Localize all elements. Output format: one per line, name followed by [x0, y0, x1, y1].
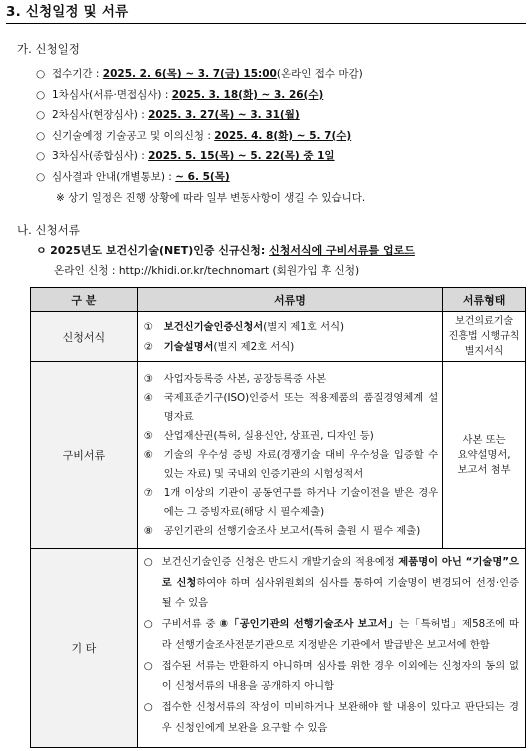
header-doc-name: 서류명	[137, 288, 442, 312]
schedule-date: 2025. 3. 18(화) ~ 3. 26(수)	[171, 88, 324, 101]
schedule-date: 2025. 2. 6(목) ~ 3. 7(금) 15:00	[102, 68, 277, 80]
schedule-date: 2025. 5. 15(목) ~ 5. 22(목) 중 1일	[148, 150, 335, 163]
schedule-label: 1차심사(서류·면접심사) :	[52, 88, 172, 101]
schedule-label: 심사결과 안내(개별통보) :	[52, 170, 176, 183]
schedule-suffix: (온라인 접수 마감)	[276, 68, 363, 80]
list-item: ④ 국제표준기구(ISO)인증서 또는 적용제품의 품질경영체계 설명자료	[143, 391, 439, 423]
header-category: 구 분	[31, 288, 138, 312]
required-type: 사본 또는 요약설명서, 보고서 첨부	[443, 362, 526, 549]
table-row	[31, 362, 526, 549]
bullet-icon: ○	[36, 150, 46, 163]
schedule-date: 2025. 3. 27(목) ~ 3. 31(월)	[148, 109, 300, 122]
documents-heading: 나. 신청서류	[17, 223, 80, 237]
required-docs	[137, 362, 442, 549]
schedule-item	[36, 85, 526, 106]
schedule-item	[36, 167, 526, 188]
schedule-item	[36, 126, 526, 147]
application-type: 보건의료기술 진흥법 시행규칙 별지서식	[443, 312, 526, 362]
section-title: 3. 신청일정 및 서류	[6, 2, 526, 24]
bullet-icon: ○	[36, 129, 46, 142]
note-mark: ※	[56, 191, 65, 204]
documents-table	[30, 287, 526, 748]
list-item: ○ 구비서류 중 ⑧「공인기관의 선행기술조사 보고서」는「특허법」제58조에 따라 선행기술조사전문기관으로 지정받은 기관에서 발급받은 보고서에 한함	[143, 618, 519, 651]
bullet-icon: ○	[36, 68, 46, 80]
table-row	[31, 549, 526, 748]
bullet-icon: ○	[36, 109, 46, 122]
schedule-note	[36, 188, 526, 209]
schedule-label: 3차심사(종합심사) :	[52, 150, 149, 163]
apply-line	[36, 243, 526, 259]
list-item: ⑥ 기술의 우수성 증빙 자료(경쟁기술 대비 우수성을 입증할 수 있는 자료) 및 국내외 인증기관의 시험성적서	[143, 448, 439, 480]
list-item: ① 보건신기술인증신청서(별지 제1호 서식)	[143, 320, 345, 333]
schedule-item	[36, 105, 526, 126]
schedule-item	[36, 64, 526, 85]
schedule-label: 신기술예정 기술공고 및 이의신청 :	[52, 129, 215, 142]
application-docs	[137, 312, 442, 362]
list-item: ○ 접수한 신청서류의 작성이 미비하거나 보완해야 할 내용이 있다고 판단되는 경우 신청인에게 보완을 요구할 수 있음	[143, 701, 519, 734]
schedule-heading: 가. 신청일정	[17, 42, 80, 56]
category-required: 구비서류	[31, 362, 138, 549]
apply-emphasis: 신청서식에 구비서류를 업로드	[269, 244, 415, 257]
category-application: 신청서식	[31, 312, 138, 362]
schedule-date: 2025. 4. 8(화) ~ 5. 7(수)	[214, 129, 352, 142]
etc-notes	[137, 549, 525, 748]
schedule-label: 2차심사(현장심사) :	[52, 109, 149, 122]
list-item: ⑤ 산업재산권(특허, 실용신안, 상표권, 디자인 등)	[143, 429, 374, 442]
schedule-list	[36, 64, 526, 208]
bullet-icon: ○	[36, 170, 46, 183]
list-item: ③ 사업자등록증 사본, 공장등록증 사본	[143, 372, 327, 385]
list-item: ② 기술설명서(별지 제2호 서식)	[143, 340, 295, 353]
bullet-icon: ㅇ	[36, 244, 47, 257]
schedule-item	[36, 146, 526, 167]
table-header-row	[31, 288, 526, 312]
online-apply-url: 온라인 신청 : http://khidi.or.kr/technomart (회원가입 후 신청)	[54, 265, 360, 277]
list-item: ⑦ 1개 이상의 기관이 공동연구를 하거나 기술이전을 받은 경우에는 그 증빙자료(해당 시 필수제출)	[143, 486, 439, 518]
table-row	[31, 312, 526, 362]
apply-lead: 2025년도 보건신기술(NET)인증 신규신청:	[50, 244, 270, 257]
bullet-icon: ○	[36, 88, 46, 101]
category-etc: 기 타	[31, 549, 138, 748]
list-item: ⑧ 공인기관의 선행기술조사 보고서(특허 출원 시 필수 제출)	[143, 524, 421, 537]
schedule-label: 접수기간 :	[52, 68, 103, 80]
header-doc-type: 서류형태	[443, 288, 526, 312]
list-item: ○ 보건신기술인증 신청은 반드시 개발기술의 적용예정 제품명이 아닌 “기술명”으로 신청하여야 하며 심사위원회의 심사를 통하여 기술명이 변경되어 선정·인증될 수 있음	[143, 556, 519, 609]
note-text: 상기 일정은 진행 상황에 따라 일부 변동사항이 생길 수 있습니다.	[68, 191, 366, 204]
list-item: ○ 접수된 서류는 반환하지 아니하며 심사를 위한 경우 이외에는 신청자의 동의 없이 신청서류의 내용을 공개하지 아니함	[143, 659, 519, 692]
schedule-date: ~ 6. 5(목)	[175, 170, 230, 183]
